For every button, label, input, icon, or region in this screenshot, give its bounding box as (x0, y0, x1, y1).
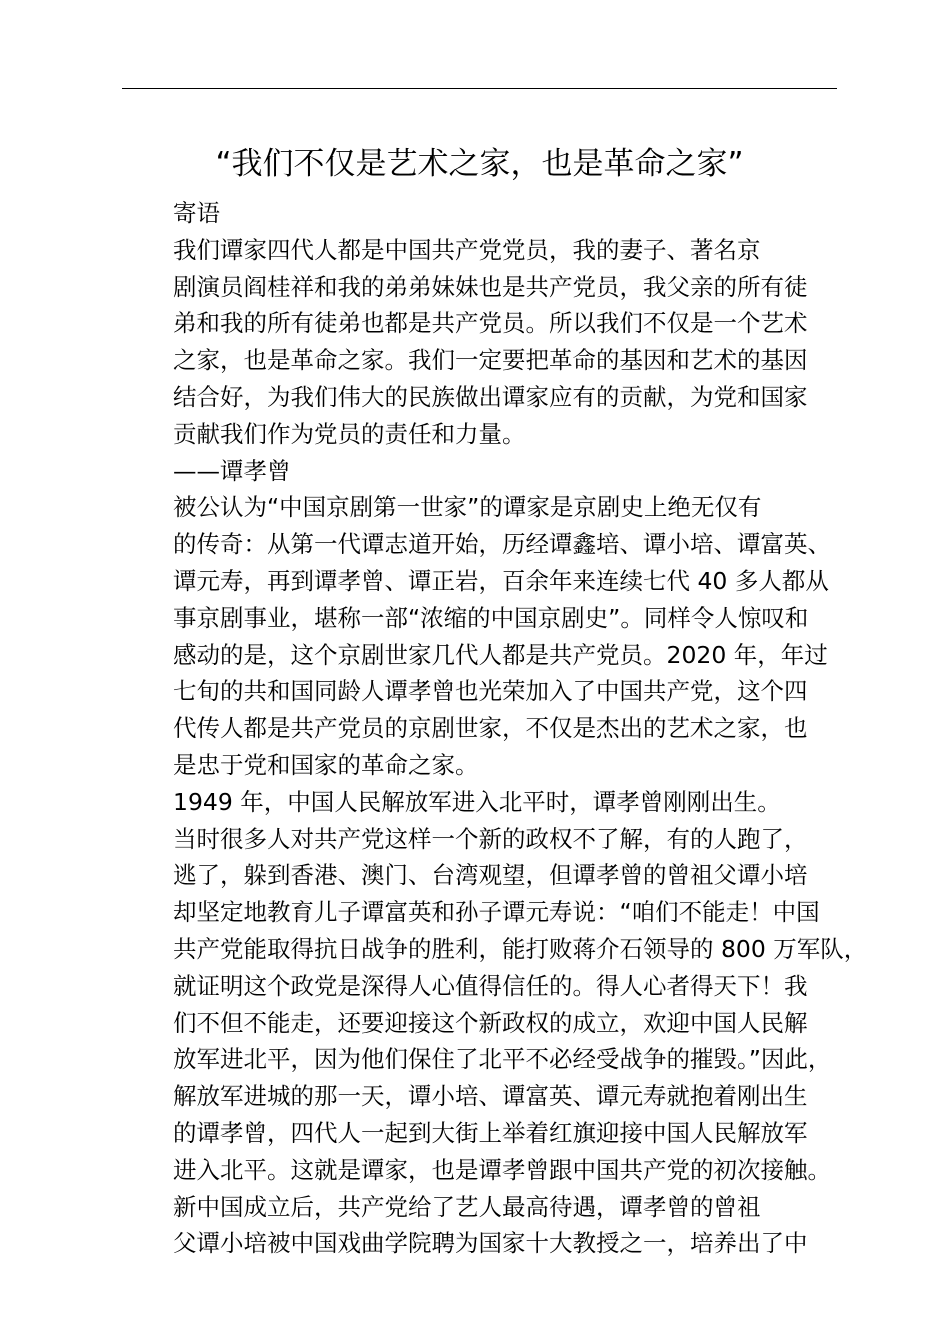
text-line: 当时很多人对共产党这样一个新的政权不了解，有的人跑了， (173, 824, 808, 853)
text-line: 谭元寿，再到谭孝曾、谭正岩，百余年来连续七代 40 多人都从 (173, 566, 829, 595)
epigraph-attribution (122, 453, 837, 490)
text-line: 我们谭家四代人都是中国共产党党员，我的妻子、著名京 (173, 235, 761, 264)
header-rule (122, 88, 837, 89)
text-line: 1949 年，中国人民解放军进入北平时，谭孝曾刚刚出生。 (173, 787, 781, 816)
text-line: 逃了，躲到香港、澳门、台湾观望，但谭孝曾的曾祖父谭小培 (173, 861, 808, 890)
text-line: 共产党能取得抗日战争的胜利，能打败蒋介石领导的 800 万军队， (173, 934, 868, 963)
text-line: 剧演员阎桂祥和我的弟弟妹妹也是共产党员，我父亲的所有徒 (173, 272, 808, 301)
text-line: 就证明这个政党是深得人心值得信任的。得人心者得天下！我 (173, 971, 808, 1000)
body-paragraph-1 (122, 489, 837, 783)
text-line: 放军进北平，因为他们保住了北平不必经受战争的摧毁。”因此， (173, 1045, 832, 1074)
text-line: 之家，也是革命之家。我们一定要把革命的基因和艺术的基因 (173, 346, 808, 375)
text-line: ——谭孝曾 (173, 456, 291, 485)
text-line: 是忠于党和国家的革命之家。 (173, 750, 479, 779)
text-line: 解放军进城的那一天，谭小培、谭富英、谭元寿就抱着刚出生 (173, 1082, 808, 1111)
document-title: “我们不仅是艺术之家，也是革命之家” (215, 146, 744, 182)
epigraph-label (122, 195, 837, 232)
text-line: 寄语 (173, 199, 220, 227)
document-body (122, 195, 868, 1262)
text-line: 七旬的共和国同龄人谭孝曾也光荣加入了中国共产党，这个四 (173, 677, 808, 706)
text-line: 感动的是，这个京剧世家几代人都是共产党员。2020 年，年过 (173, 640, 828, 669)
body-paragraph-2 (122, 784, 868, 1189)
text-line: 父谭小培被中国戏曲学院聘为国家十大教授之一，培养出了中 (173, 1229, 808, 1258)
text-line: 结合好，为我们伟大的民族做出谭家应有的贡献，为党和国家 (173, 382, 808, 411)
text-line: 却坚定地教育儿子谭富英和孙子谭元寿说：“咱们不能走！中国 (173, 898, 820, 927)
text-line: 贡献我们作为党员的责任和力量。 (173, 419, 526, 448)
text-line: 的传奇：从第一代谭志道开始，历经谭鑫培、谭小培、谭富英、 (173, 530, 831, 559)
text-line: 新中国成立后，共产党给了艺人最高待遇，谭孝曾的曾祖 (173, 1192, 761, 1221)
text-line: 被公认为“中国京剧第一世家”的谭家是京剧史上绝无仅有 (173, 493, 762, 522)
text-line: 的谭孝曾，四代人一起到大街上举着红旗迎接中国人民解放军 (173, 1118, 808, 1147)
body-paragraph-3 (122, 1189, 837, 1263)
text-line: 事京剧事业，堪称一部“浓缩的中国京剧史”。同样令人惊叹和 (173, 603, 809, 632)
text-line: 弟和我的所有徒弟也都是共产党员。所以我们不仅是一个艺术 (173, 309, 808, 338)
epigraph-text (122, 232, 837, 453)
text-line: 们不但不能走，还要迎接这个新政权的成立，欢迎中国人民解 (173, 1008, 808, 1037)
text-line: 代传人都是共产党员的京剧世家，不仅是杰出的艺术之家，也 (173, 714, 808, 743)
text-line: 进入北平。这就是谭家，也是谭孝曾跟中国共产党的初次接触。 (173, 1155, 831, 1184)
